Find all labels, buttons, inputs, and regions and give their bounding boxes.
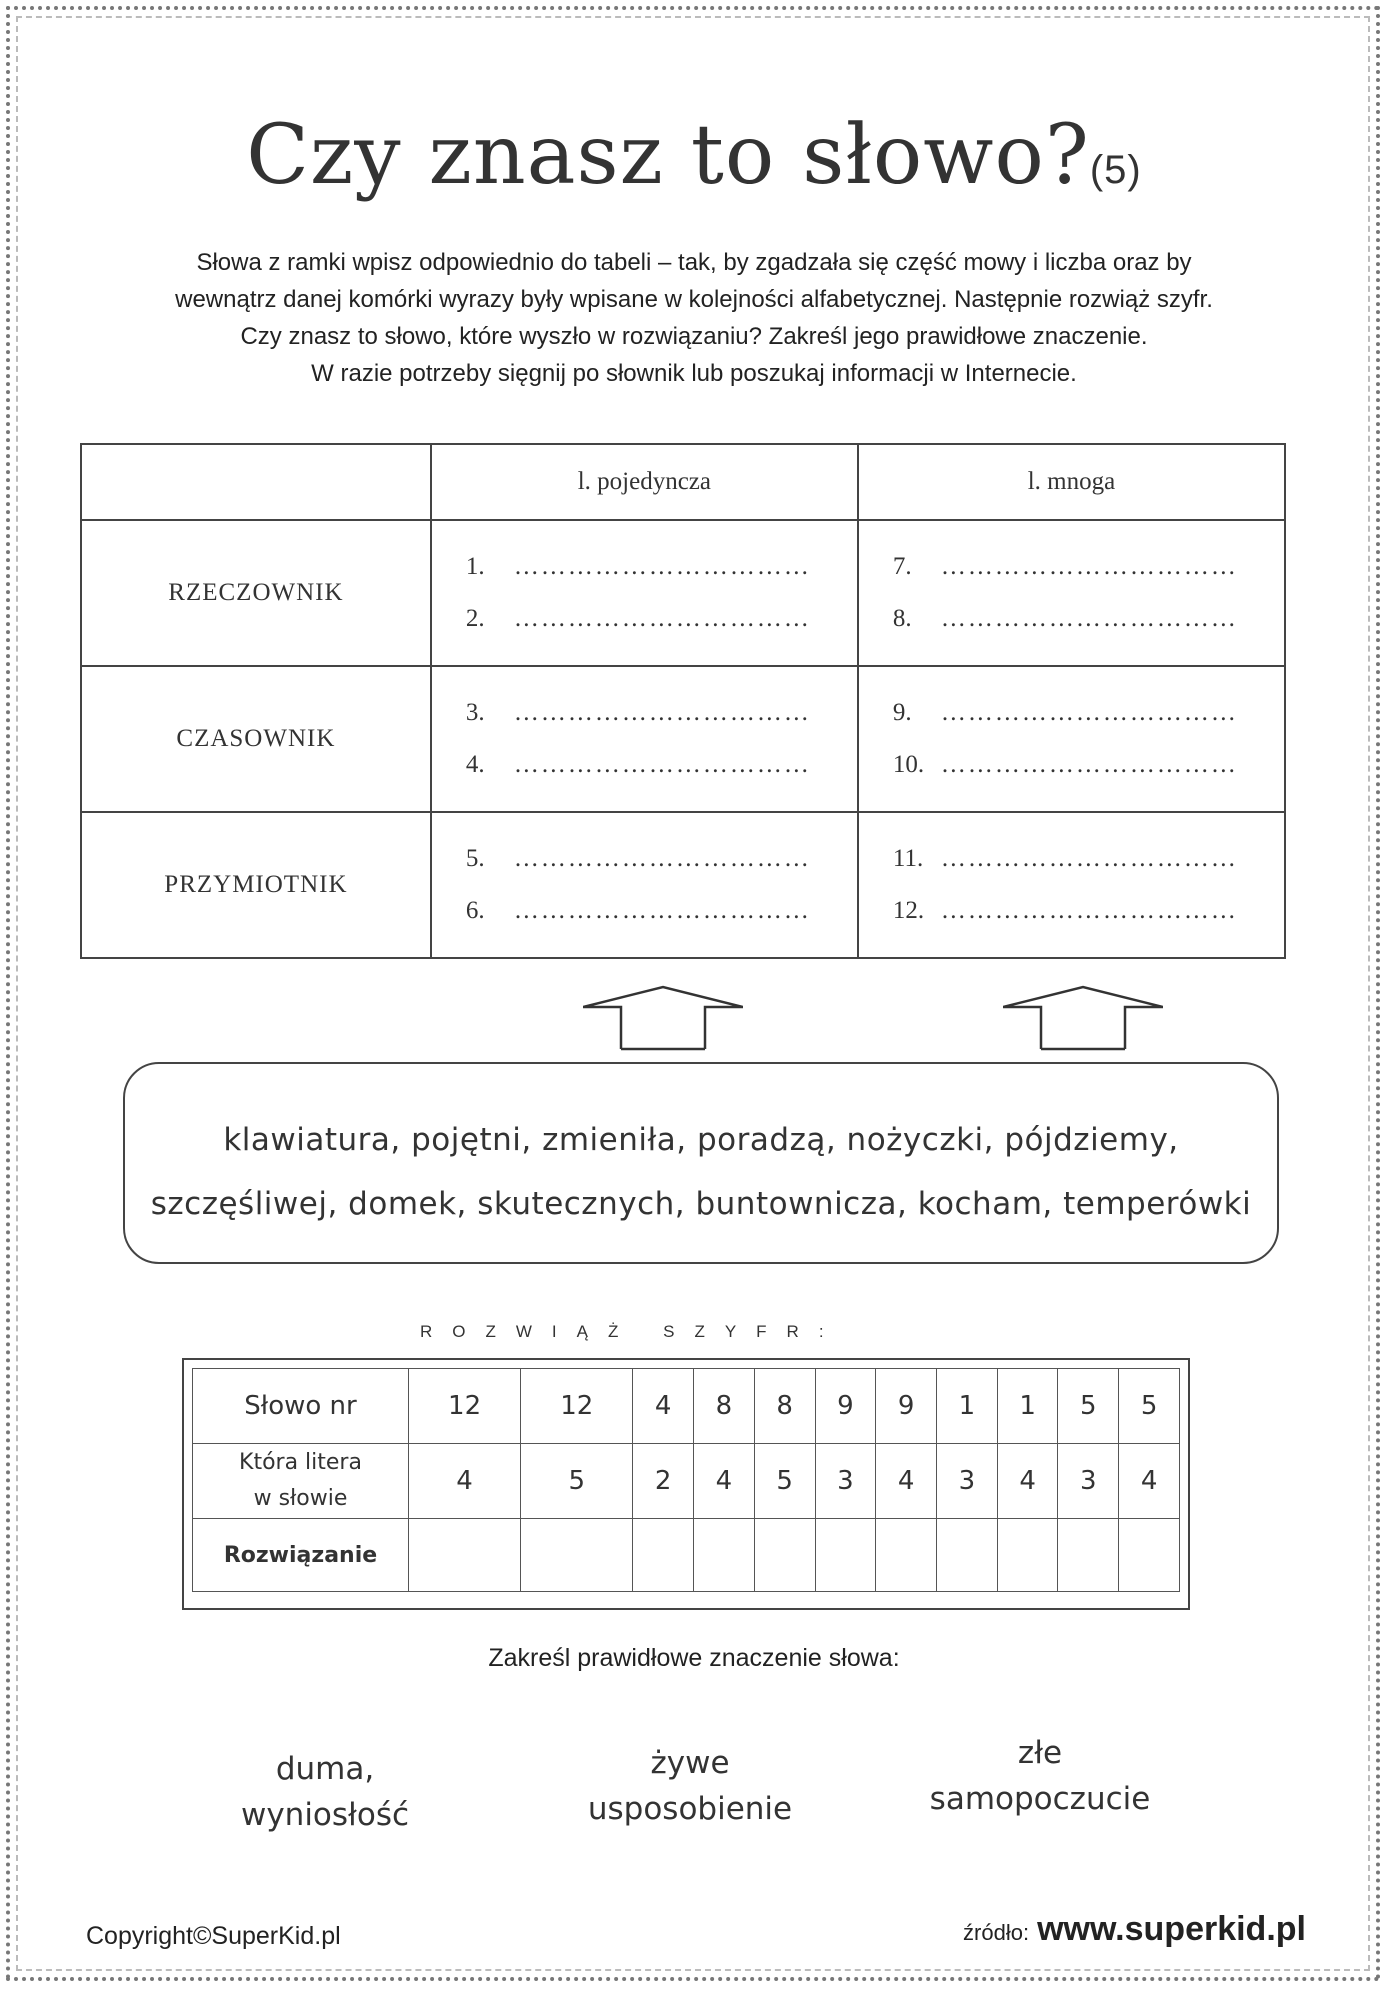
word-list-line: szczęśliwej, domek, skutecznych, buntownicza, kocham, temperówki xyxy=(150,1186,1252,1222)
answer-number: 12. xyxy=(892,897,925,924)
meaning-line: złe xyxy=(1017,1735,1063,1771)
solution-cell[interactable] xyxy=(521,1519,633,1592)
meaning-line: wyniosłość xyxy=(240,1797,410,1833)
answer-cell xyxy=(431,666,858,812)
solution-cell[interactable] xyxy=(633,1519,694,1592)
cipher-cell: 4 xyxy=(876,1444,937,1519)
answer-dots: …………………………… xyxy=(513,751,811,778)
word-box xyxy=(123,1062,1279,1264)
source-label: źródło: xyxy=(963,1920,1030,1945)
instruction-line: wewnątrz danej komórki wyrazy były wpisane w kolejności alfabetycznej. Następnie rozwiąż szyfr. xyxy=(175,286,1213,313)
up-arrow-icon xyxy=(583,985,743,1051)
solution-cell[interactable] xyxy=(997,1519,1058,1592)
cipher-row-label: Słowo nr xyxy=(193,1369,409,1444)
answer-slot[interactable] xyxy=(893,739,1283,791)
cipher-cell: 4 xyxy=(1119,1444,1180,1519)
answer-dots: …………………………… xyxy=(513,845,811,872)
cipher-title: ROZWIĄŻ SZYFR: xyxy=(420,1322,844,1341)
cipher-cell: 3 xyxy=(936,1444,997,1519)
cipher-cell: 3 xyxy=(815,1444,876,1519)
answer-number: 2. xyxy=(465,605,485,632)
cipher-cell: 4 xyxy=(409,1444,521,1519)
answer-cell xyxy=(431,520,858,666)
answer-number: 7. xyxy=(892,553,912,580)
cipher-cell: 5 xyxy=(754,1444,815,1519)
table-row-adjective xyxy=(81,812,1285,958)
answer-slot[interactable] xyxy=(893,833,1283,885)
answer-cell xyxy=(858,666,1285,812)
meaning-line: samopoczucie xyxy=(929,1781,1151,1817)
meaning-option[interactable] xyxy=(205,1746,445,1838)
answer-slot[interactable] xyxy=(466,739,856,791)
parts-of-speech-table xyxy=(80,443,1286,959)
source-url[interactable]: www.superkid.pl xyxy=(1037,1910,1306,1948)
cipher-frame xyxy=(182,1358,1190,1610)
answer-slot[interactable] xyxy=(893,541,1283,593)
answer-slot[interactable] xyxy=(466,833,856,885)
answer-dots: …………………………… xyxy=(940,845,1238,872)
answer-slot[interactable] xyxy=(893,687,1283,739)
answer-number: 10. xyxy=(892,751,925,778)
solution-cell[interactable] xyxy=(1058,1519,1119,1592)
answer-dots: …………………………… xyxy=(513,605,811,632)
cipher-label-line: Która litera xyxy=(239,1450,362,1475)
answer-cell xyxy=(858,812,1285,958)
cipher-cell: 12 xyxy=(409,1369,521,1444)
meaning-option[interactable] xyxy=(905,1730,1175,1822)
meaning-line: usposobienie xyxy=(587,1791,793,1827)
table-header-row xyxy=(81,444,1285,520)
answer-dots: …………………………… xyxy=(513,553,811,580)
meaning-line: duma, xyxy=(275,1751,375,1787)
cipher-cell: 4 xyxy=(633,1369,694,1444)
header-singular: l. pojedyncza xyxy=(431,444,858,520)
answer-number: 1. xyxy=(465,553,485,580)
answer-number: 6. xyxy=(465,897,485,924)
cipher-row-label xyxy=(193,1444,409,1519)
answer-number: 4. xyxy=(465,751,485,778)
answer-dots: …………………………… xyxy=(513,699,811,726)
cipher-cell: 3 xyxy=(1058,1444,1119,1519)
cipher-cell: 2 xyxy=(633,1444,694,1519)
answer-number: 9. xyxy=(892,699,912,726)
table-row-noun xyxy=(81,520,1285,666)
instruction-line: Czy znasz to słowo, które wyszło w rozwiązaniu? Zakreśl jego prawidłowe znaczenie. xyxy=(240,323,1148,350)
title-text: Czy znasz to słowo? xyxy=(246,108,1090,203)
cipher-cell: 4 xyxy=(997,1444,1058,1519)
cipher-row-letter-position xyxy=(193,1444,1180,1519)
cipher-label-line: w słowie xyxy=(253,1486,348,1511)
cipher-row-solution xyxy=(193,1519,1180,1592)
row-label: PRZYMIOTNIK xyxy=(81,812,431,958)
solution-cell[interactable] xyxy=(936,1519,997,1592)
cipher-cell: 5 xyxy=(521,1444,633,1519)
up-arrow-icon xyxy=(1003,985,1163,1051)
solution-cell[interactable] xyxy=(409,1519,521,1592)
answer-slot[interactable] xyxy=(466,593,856,645)
cipher-cell: 1 xyxy=(936,1369,997,1444)
meaning-line: żywe xyxy=(650,1745,730,1781)
answer-dots: …………………………… xyxy=(513,897,811,924)
answer-number: 8. xyxy=(892,605,912,632)
answer-slot[interactable] xyxy=(466,885,856,937)
title-number: (5) xyxy=(1089,148,1142,192)
cipher-cell: 5 xyxy=(1119,1369,1180,1444)
answer-slot[interactable] xyxy=(466,687,856,739)
answer-number: 11. xyxy=(892,845,924,872)
answer-dots: …………………………… xyxy=(940,553,1238,580)
instruction-line: Słowa z ramki wpisz odpowiednio do tabeli – tak, by zgadzała się część mowy i liczba oraz by xyxy=(196,249,1192,276)
cipher-cell: 4 xyxy=(694,1444,755,1519)
solution-cell[interactable] xyxy=(815,1519,876,1592)
cipher-row-label: Rozwiązanie xyxy=(193,1519,409,1592)
solution-cell[interactable] xyxy=(754,1519,815,1592)
row-label: RZECZOWNIK xyxy=(81,520,431,666)
answer-dots: …………………………… xyxy=(940,699,1238,726)
row-label: CZASOWNIK xyxy=(81,666,431,812)
answer-number: 3. xyxy=(465,699,485,726)
answer-slot[interactable] xyxy=(466,541,856,593)
cipher-cell: 9 xyxy=(876,1369,937,1444)
solution-cell[interactable] xyxy=(876,1519,937,1592)
answer-dots: …………………………… xyxy=(940,605,1238,632)
solution-cell[interactable] xyxy=(694,1519,755,1592)
cipher-cell: 8 xyxy=(694,1369,755,1444)
answer-cell xyxy=(858,520,1285,666)
instructions xyxy=(60,244,1328,392)
cipher-cell: 9 xyxy=(815,1369,876,1444)
solution-cell[interactable] xyxy=(1119,1519,1180,1592)
cipher-cell: 12 xyxy=(521,1369,633,1444)
answer-cell xyxy=(431,812,858,958)
source xyxy=(963,1910,1306,1949)
cipher-cell: 5 xyxy=(1058,1369,1119,1444)
answer-number: 5. xyxy=(465,845,485,872)
copyright: Copyright©SuperKid.pl xyxy=(86,1922,341,1950)
answer-slot[interactable] xyxy=(893,593,1283,645)
cipher-cell: 8 xyxy=(754,1369,815,1444)
answer-dots: …………………………… xyxy=(940,751,1238,778)
header-empty-cell xyxy=(81,444,431,520)
cipher-row-word-number xyxy=(193,1369,1180,1444)
header-plural: l. mnoga xyxy=(858,444,1285,520)
answer-slot[interactable] xyxy=(893,885,1283,937)
cipher-table xyxy=(192,1368,1180,1592)
meaning-option[interactable] xyxy=(555,1740,825,1832)
page-title xyxy=(0,108,1388,203)
table-row-verb xyxy=(81,666,1285,812)
instruction-line: W razie potrzeby sięgnij po słownik lub poszukaj informacji w Internecie. xyxy=(311,360,1077,387)
cipher-cell: 1 xyxy=(997,1369,1058,1444)
answer-dots: …………………………… xyxy=(940,897,1238,924)
word-list-line: klawiatura, pojętni, zmieniła, poradzą, nożyczki, pójdziemy, xyxy=(223,1122,1179,1158)
meaning-question: Zakreśl prawidłowe znaczenie słowa: xyxy=(488,1644,900,1672)
